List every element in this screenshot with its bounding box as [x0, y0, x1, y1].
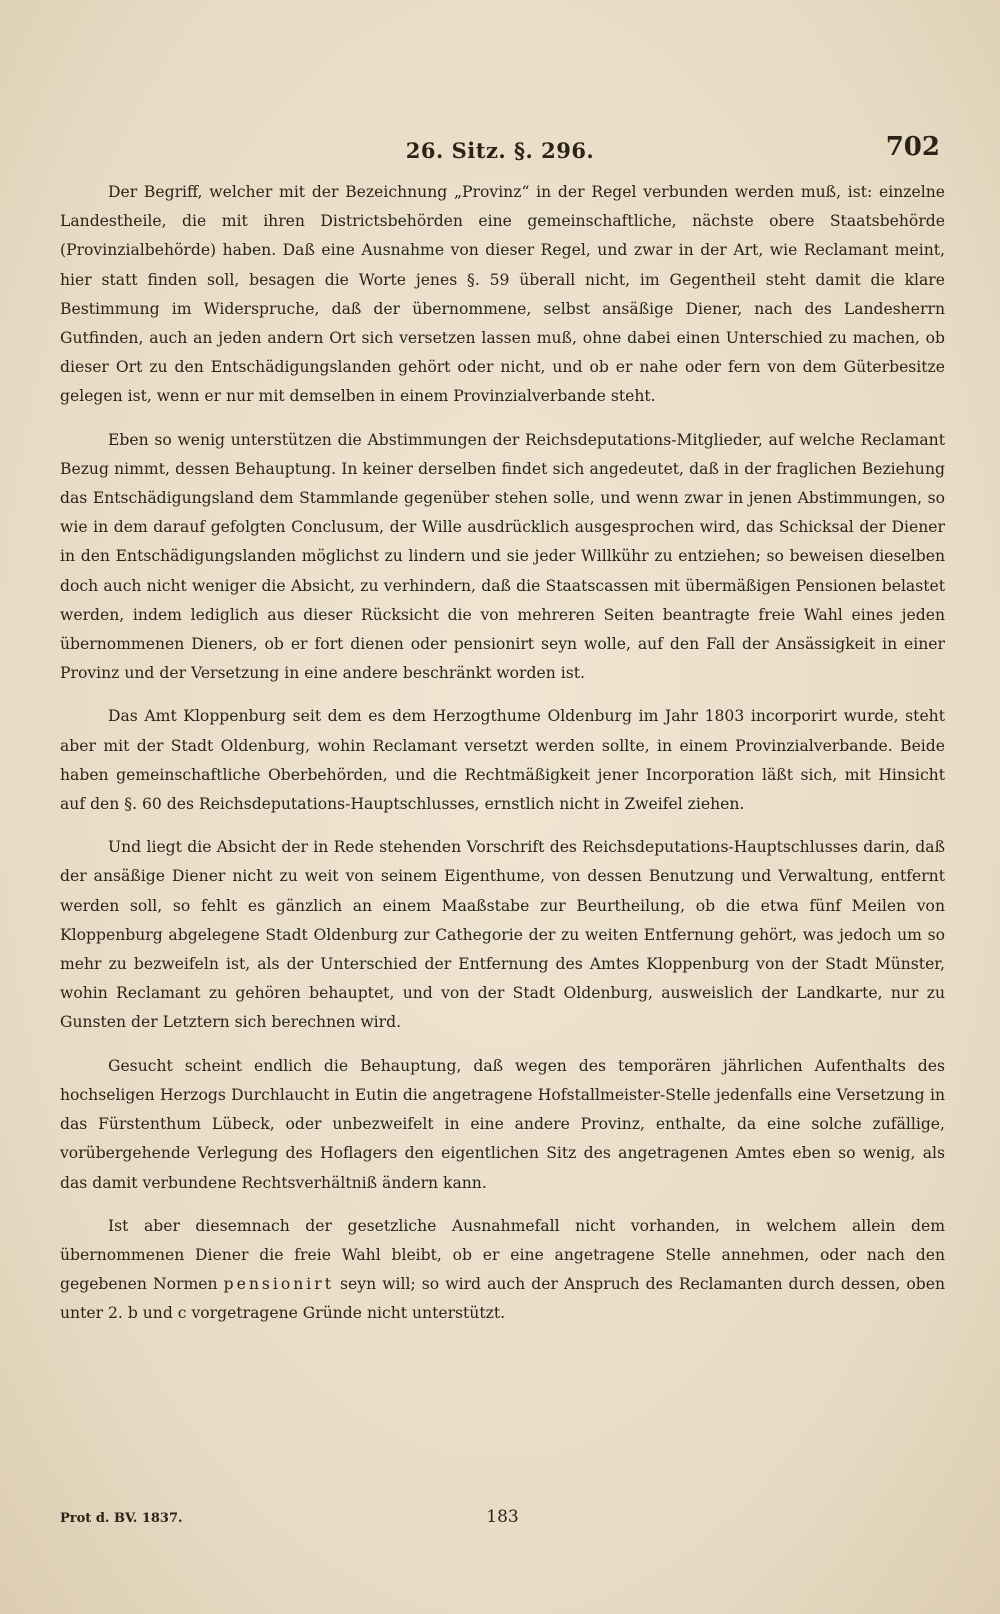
body-text	[60, 178, 945, 1343]
page-footer	[60, 1507, 945, 1537]
paragraph-1: Der Begriff, welcher mit der Bezeichnung „Provinz“ in der Regel verbunden werden muß, ist: einzelne Landestheile, die mit ihren Districtsbehörden eine gemeinschaftliche, nächste obere Staatsbehörde (Provinzialbehörde) haben. Daß eine Ausnahme von dieser Regel, und zwar in der Art, wie Reclamant meint, hier statt finden soll, besagen die Worte jenes §. 59 überall nicht, im Gegentheil steht damit die klare Bestimmung im Widerspruche, daß der übernommene, selbst ansäßige Diener, nach des Landesherrn Gutfinden, auch an jeden andern Ort sich versetzen lassen muß, ohne dabei einen Unterschied zu machen, ob dieser Ort zu den Entschädigungslanden gehört oder nicht, und ob er nahe oder fern von dem Güterbesitze gelegen ist, wenn er nur mit demselben in einem Provinzialverbande steht.	[60, 183, 945, 406]
paragraph-6-text-b: seyn will; so wird auch der Anspruch des Reclamanten durch dessen, oben unter 2. b und c vorgetragene Gründe nicht unterstützt.	[60, 1275, 946, 1323]
page-number: 702	[885, 132, 940, 162]
paragraph-6	[60, 1212, 945, 1329]
paragraph-6-spaced-word: pensionirt	[223, 1275, 334, 1294]
paragraph-6-text-a: Ist aber diesemnach der gesetzliche Ausnahmefall nicht vorhanden, in welchem allein dem übernommenen Diener die freie Wahl bleibt, ob er eine angetragene Stelle annehmen, oder nach den gegebenen Normen	[60, 1216, 945, 1294]
paragraph-5: Gesucht scheint endlich die Behauptung, daß wegen des temporären jährlichen Aufenthalts des hochseligen Herzogs Durchlaucht in Eutin die angetragene Hofstallmeister-Stelle jedenfalls eine Versetzung in das Fürstenthum Lübeck, oder unbezweifelt in eine andere Provinz, enthalte, da eine solche zufällige, vorübergehende Verlegung des Hoflagers den eigentlichen Sitz des angetragenen Amtes eben so wenig, als das damit verbundene Rechtsverhältniß ändern kann.	[60, 1056, 945, 1192]
running-title: 26. Sitz. §. 296.	[405, 138, 595, 163]
paragraph-3: Das Amt Kloppenburg seit dem es dem Herzogthume Oldenburg im Jahr 1803 incorporirt wurde, steht aber mit der Stadt Oldenburg, wohin Reclamant versetzt werden sollte, in einem Provinzialverbande. Beide haben gemeinschaftliche Oberbehörden, und die Rechtmäßigkeit jener Incorporation läßt sich, mit Hinsicht auf den §. 60 des Reichsdeputations-Hauptschlusses, ernstlich nicht in Zweifel ziehen.	[60, 707, 945, 814]
page-header	[60, 132, 940, 172]
protocol-reference: Prot d. BV. 1837.	[60, 1511, 183, 1526]
paragraph-4: Und liegt die Absicht der in Rede stehenden Vorschrift des Reichsdeputations-Hauptschlusses darin, daß der ansäßige Diener nicht zu weit von seinem Eigenthume, von dessen Benutzung und Verwaltung, entfernt werden soll, so fehlt es gänzlich an einem Maaßstabe zur Beurtheilung, ob die etwa fünf Meilen von Kloppenburg abgelegene Stadt Oldenburg zur Cathegorie der zu weiten Entfernung gehört, was jedoch um so mehr zu bezweifeln ist, als der Unterschied der Entfernung des Amtes Kloppenburg von der Stadt Münster, wohin Reclamant zu gehören behauptet, und von der Stadt Oldenburg, ausweislich der Landkarte, nur zu Gunsten der Letztern sich berechnen wird.	[60, 838, 945, 1032]
signature-mark: 183	[486, 1507, 519, 1527]
paragraph-2: Eben so wenig unterstützen die Abstimmungen der Reichsdeputations-Mitglieder, auf welche Reclamant Bezug nimmt, dessen Behauptung. In keiner derselben findet sich angedeutet, daß in der fraglichen Beziehung das Entschädigungsland dem Stammlande gegenüber stehen solle, und wenn zwar in jenen Abstimmungen, so wie in dem darauf gefolgten Conclusum, der Wille ausdrücklich ausgesprochen wird, das Schicksal der Diener in den Entschädigungslanden möglichst zu lindern und sie jeder Willkühr zu entziehen; so beweisen dieselben doch auch nicht weniger die Absicht, zu verhindern, daß die Staatscassen mit übermäßigen Pensionen belastet werden, indem lediglich aus dieser Rücksicht die von mehreren Seiten beantragte freie Wahl eines jeden übernommenen Dieners, ob er fort dienen oder pensionirt seyn wolle, auf den Fall der Ansässigkeit in einer Provinz und der Versetzung in eine andere beschränkt worden ist.	[60, 430, 945, 683]
